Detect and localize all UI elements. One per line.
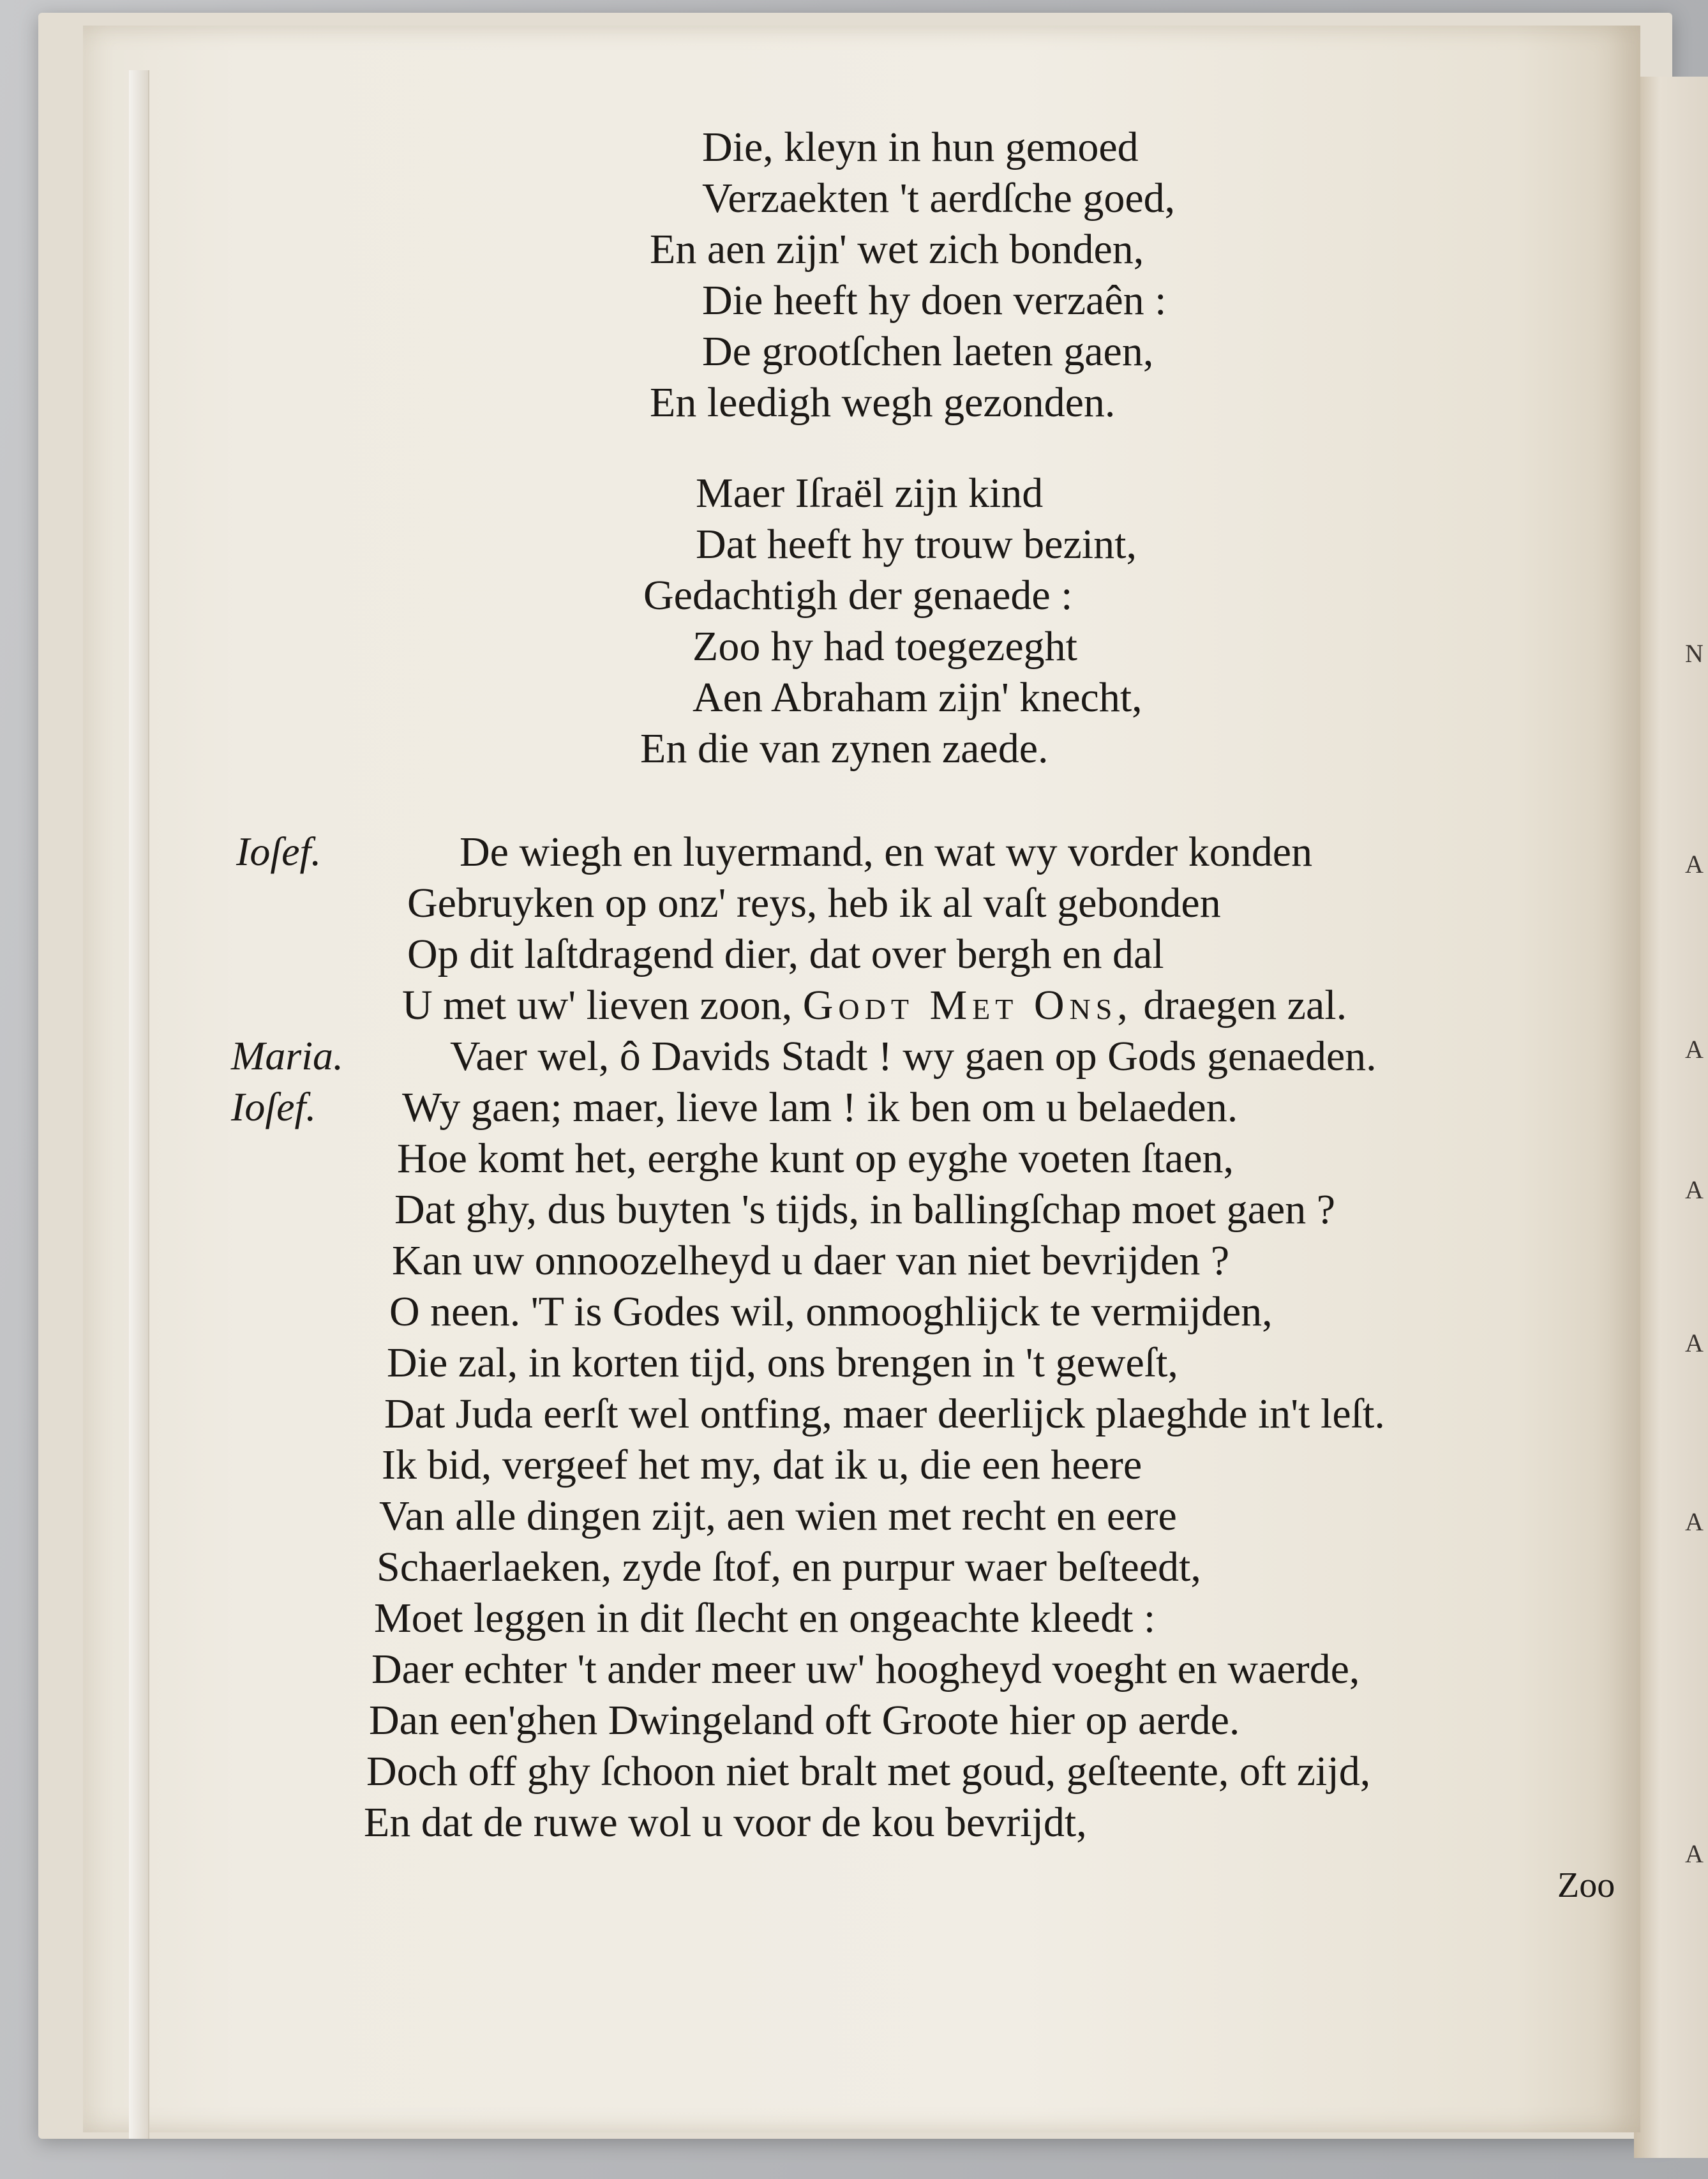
dialogue-line-tail: draegen zal. [1143, 982, 1347, 1029]
page-edge [129, 70, 149, 2139]
dialogue-line-head: U met uw' lieven zoon, [402, 982, 793, 1029]
verse-line: En aen zijn' wet zich bonden, [650, 226, 1144, 273]
dialogue-line: Hoe komt het, eerghe kunt op eyghe voeten ſtaen, [397, 1135, 1234, 1182]
speaker-label-maria: Maria. [231, 1033, 343, 1078]
dialogue-line: Daer echter 't ander meer uw' hoogheyd voeght en waerde, [371, 1646, 1360, 1693]
verse-line: Maer Iſraël zijn kind [696, 470, 1044, 516]
facing-page-fragment: A [1685, 1035, 1704, 1064]
caps-phrase: Godt Met Ons, [802, 982, 1133, 1029]
verse-line: Verzaekten 't aerdſche goed, [702, 175, 1176, 222]
dialogue-line: De wiegh en luyermand, en wat wy vorder konden [460, 829, 1313, 875]
dialogue-line: Doch off ghy ſchoon niet bralt met goud, geſteente, oft zijd, [366, 1748, 1371, 1795]
facing-page-fragment: A [1685, 1175, 1704, 1204]
verse-line: Gedachtigh der genaede : [643, 572, 1073, 619]
verse-line: Zoo hy had toegezeght [693, 623, 1077, 670]
verse-line: En leedigh wegh gezonden. [650, 379, 1116, 426]
facing-page-fragment: A [1685, 1507, 1704, 1536]
facing-page-fragment: N [1685, 639, 1704, 668]
verse-line: Dat heeft hy trouw bezint, [696, 521, 1137, 568]
dialogue-line: Dat ghy, dus buyten 's tijds, in ballingſchap moet gaen ? [394, 1186, 1336, 1233]
dialogue-line: Op dit laſtdragend dier, dat over bergh en dal [407, 931, 1164, 977]
verse-line: Die, kleyn in hun gemoed [702, 124, 1139, 170]
dialogue-line: Die zal, in korten tijd, ons brengen in 't geweſt, [387, 1339, 1178, 1386]
facing-page-fragment: A [1685, 850, 1704, 878]
book-page [83, 26, 1640, 2132]
verse-line: Die heeft hy doen verzaên : [702, 277, 1167, 324]
verse-line: De grootſchen laeten gaen, [702, 328, 1154, 375]
dialogue-line: Dan een'ghen Dwingeland oft Groote hier op aerde. [369, 1697, 1240, 1744]
speaker-label-josef: Ioſef. [236, 829, 322, 874]
dialogue-line: Vaer wel, ô Davids Stadt ! wy gaen op Gods genaeden. [450, 1033, 1377, 1080]
dialogue-line: En dat de ruwe wol u voor de kou bevrijdt, [364, 1799, 1087, 1846]
dialogue-line: Ik bid, vergeef het my, dat ik u, die een heere [382, 1442, 1142, 1488]
dialogue-line: Wy gaen; maer, lieve lam ! ik ben om u belaeden. [402, 1084, 1238, 1131]
dialogue-line: Gebruyken op onz' reys, heb ik al vaſt gebonden [407, 880, 1221, 926]
facing-page-fragment: A [1685, 1839, 1704, 1868]
dialogue-line: Van alle dingen zijt, aen wien met recht en eere [379, 1493, 1177, 1539]
dialogue-line [402, 984, 1347, 1027]
catchword: Zoo [1557, 1866, 1615, 1905]
verse-line: Aen Abraham zijn' knecht, [693, 674, 1142, 721]
speaker-label-josef: Ioſef. [231, 1084, 317, 1129]
dialogue-line: Moet leggen in dit ſlecht en ongeachte kleedt : [374, 1595, 1156, 1641]
facing-page-fragment: A [1685, 1329, 1704, 1357]
facing-page [1634, 77, 1708, 2158]
dialogue-line: Kan uw onnoozelheyd u daer van niet bevrijden ? [392, 1237, 1230, 1284]
dialogue-line: Dat Juda eerſt wel ontfing, maer deerlijck plaeghde in't leſt. [384, 1391, 1385, 1437]
verse-line: En die van zynen zaede. [640, 725, 1049, 772]
dialogue-line: Schaerlaeken, zyde ſtof, en purpur waer beſteedt, [377, 1544, 1201, 1590]
dialogue-line: O neen. 'T is Godes wil, onmooghlijck te vermijden, [389, 1288, 1273, 1335]
